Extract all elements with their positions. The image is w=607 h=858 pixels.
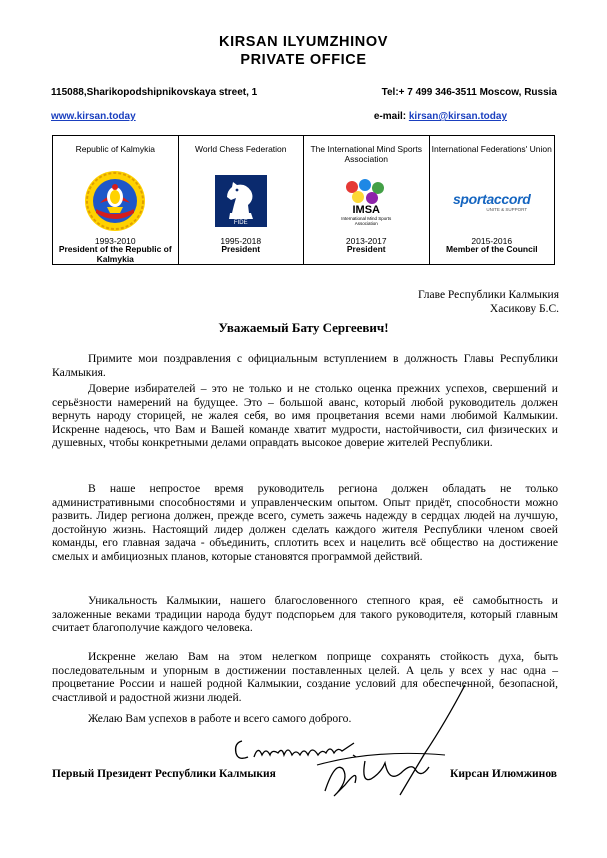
imsa-logo-subtext: International Mind Sports Association — [341, 215, 392, 226]
email-line — [374, 111, 507, 122]
organizations-table — [52, 135, 555, 265]
paragraph: Искренне желаю Вам на этом нелегком поприще сохранять стойкость духа, быть последовательным и упорным в достижении поставленных целей. А цель у всех у нас одна – процветание России и нашей родной Калмыкии, создание условий для обеспеченной, безопасной, счастливой и радостной жизни людей. — [52, 650, 558, 704]
sportaccord-logo-subtext: UNITE & SUPPORT — [486, 206, 528, 212]
org-role: President — [346, 244, 386, 254]
imsa-logo — [304, 170, 429, 232]
greeting: Уважаемый Бату Сергеевич! — [218, 320, 389, 335]
org-role: President of the Republic of Kalmykia — [58, 244, 172, 264]
org-name: International Federations' Union — [431, 144, 552, 154]
org-cell-fide — [179, 136, 305, 264]
paragraph: Доверие избирателей – это не только и не столько оценка прежних успехов, свершений и серьёзности намерений на будущее. Это – большой аванс, который любой руководитель должен вернуть народу сторицей, не жалея себя, во имя процветания всеми нами любимой Калмыкии. Искренне надеюсь, что Вам и Вашей команде хватит мудрости, настойчивости, сил физических и душевных, чтобы конкретными делами оправдать высокое доверие жителей Республики. — [52, 382, 558, 450]
addressee-line-2: Хасикову Б.С. — [489, 303, 559, 315]
sportaccord-logo-text: sportaccord — [452, 190, 531, 207]
org-cell-sportaccord — [430, 136, 555, 264]
signature-image — [315, 683, 485, 803]
org-years: 1995-2018 — [220, 236, 262, 246]
paragraph: Желаю Вам успехов в работе и всего самого доброго. — [88, 712, 352, 725]
paragraph: Примите мои поздравления с официальным вступлением в должность Главы Республики Калмыкия. — [52, 352, 558, 379]
website-link[interactable]: www.kirsan.today — [51, 111, 136, 122]
email-link[interactable]: kirsan@kirsan.today — [408, 111, 507, 122]
org-name: The International Mind Sports Association — [310, 144, 422, 164]
imsa-logo-text: IMSA — [352, 203, 380, 216]
fide-knight-logo — [179, 170, 304, 232]
org-cell-imsa — [304, 136, 430, 264]
org-name: Republic of Kalmykia — [75, 144, 155, 154]
signer-position: Первый Президент Республики Калмыкия — [52, 768, 276, 780]
signer-name: Кирсан Илюмжинов — [450, 768, 557, 780]
paragraph: Уникальность Калмыкии, нашего благословенного степного края, её самобытность и заложенные веками традиции народа будут подспорьем для такого руководителя, который главным считает благополучие каждого человека. — [52, 594, 558, 635]
org-name: World Chess Federation — [195, 144, 287, 154]
letterhead-name: KIRSAN ILYUMZHINOV — [219, 34, 388, 50]
fide-logo-text: FIDE — [233, 220, 248, 226]
letterhead-office: PRIVATE OFFICE — [240, 52, 367, 68]
sportaccord-logo — [430, 170, 555, 232]
letterhead-address: 115088,Sharikopodshipnikovskaya street, 1 — [51, 87, 258, 98]
letterhead-phone: Tel:+ 7 499 346-3511 Moscow, Russia — [381, 87, 557, 98]
org-years: 2015-2016 — [471, 236, 513, 246]
kalmykia-emblem-icon — [53, 170, 178, 232]
org-years: 2013-2017 — [345, 236, 387, 246]
addressee-line-1: Главе Республики Калмыкия — [417, 289, 559, 301]
org-role: President — [221, 244, 261, 254]
org-role: Member of the Council — [445, 244, 538, 254]
email-label: e-mail: — [373, 111, 409, 122]
paragraph: В наше непростое время руководитель региона должен обладать не только административными способностями и управленческим опытом. Опыт придёт, способности можно развить. Лидер региона должен, прежде всего, суметь зажечь надежду в сердцах людей на лучшую, достойную жизнь. Настоящий лидер должен сделать каждого жителя Республики членом своей команды, его главная задача - объединить, сплотить всех и нацелить всё общество на достижение смелых и амбициозных планов, которые становятся программой действий. — [52, 482, 558, 563]
org-years: 1993-2010 — [94, 236, 136, 246]
org-cell-kalmykia — [53, 136, 179, 264]
